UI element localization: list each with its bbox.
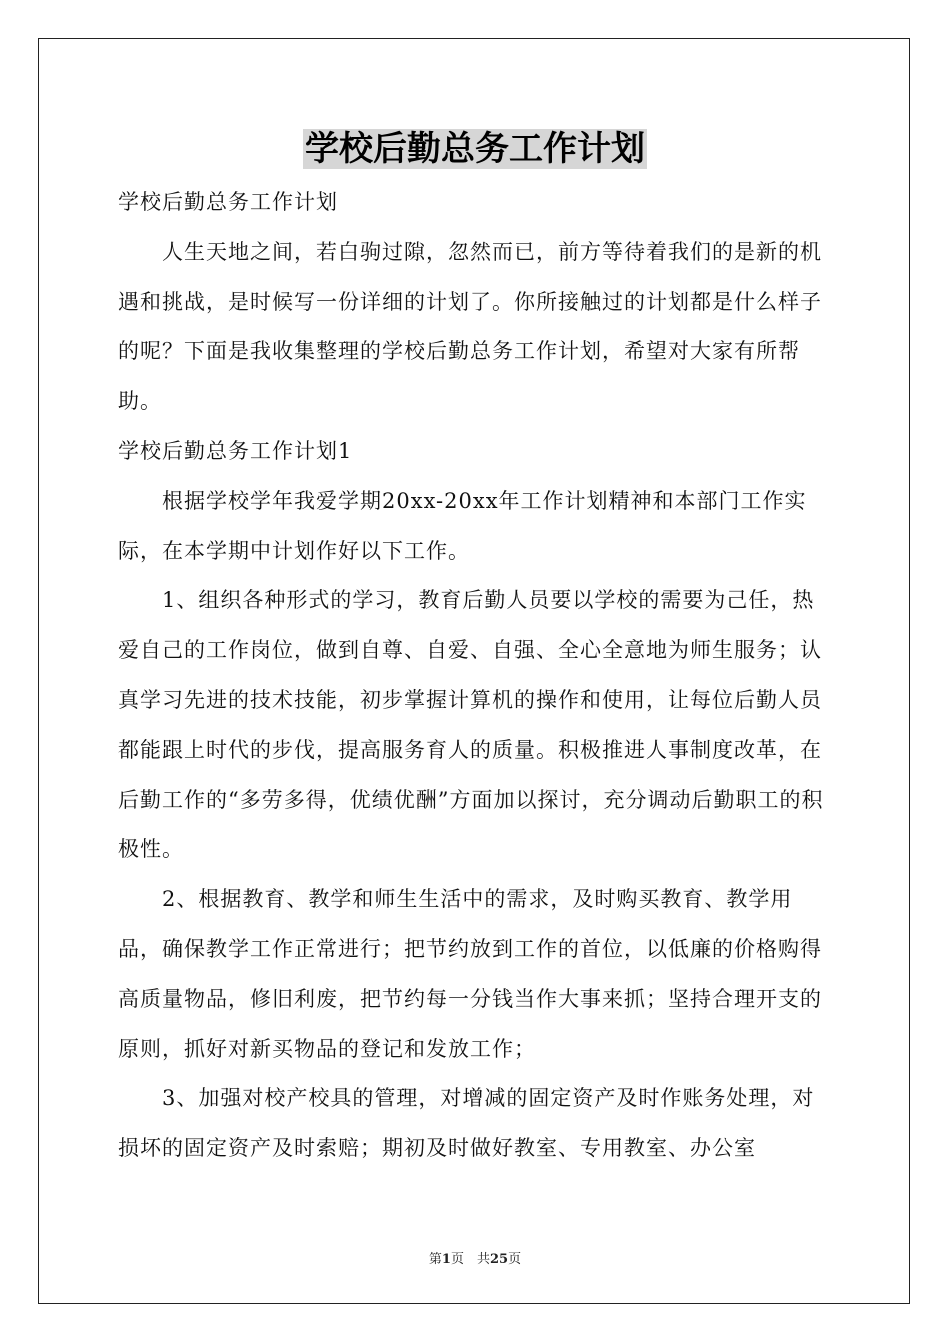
current-page-number: 1 (441, 1252, 451, 1267)
document-title-text: 学校后勤总务工作计划 (305, 129, 645, 169)
section-heading: 学校后勤总务工作计划1 (118, 438, 353, 463)
intro-paragraph: 人生天地之间，若白驹过隙，忽然而已，前方等待着我们的是新的机遇和挑战，是时候写一份详细的计划了。你所接触过的计划都是什么样子的呢？下面是我收集整理的学校后勤总务工作计划，希望对大家有所帮助。 (118, 239, 822, 414)
body-paragraph: 2、根据教育、教学和师生生活中的需求，及时购买教育、教学用品，确保教学工作正常进行；把节约放到工作的首位，以低廉的价格购得高质量物品，修旧利废，把节约每一分钱当作大事来抓；坚持合理开支的原则，抓好对新买物品的登记和发放工作； (118, 887, 822, 1061)
document-body (118, 178, 836, 1174)
total-page-count: 25 (489, 1252, 509, 1267)
footer-suffix: 页 (508, 1252, 522, 1267)
footer-middle: 页 共 (450, 1252, 490, 1267)
subtitle-line: 学校后勤总务工作计划 (118, 190, 338, 214)
page-footer (0, 1248, 950, 1267)
footer-prefix: 第 (428, 1252, 442, 1267)
document-title (0, 124, 950, 174)
body-paragraph: 1、组织各种形式的学习，教育后勤人员要以学校的需要为己任，热爱自己的工作岗位，做到自尊、自爱、自强、全心全意地为师生服务；认真学习先进的技术技能，初步掌握计算机的操作和使用，让每位后勤人员都能跟上时代的步伐，提高服务育人的质量。积极推进人事制度改革，在后勤工作的“多劳多得，优绩优酬”方面加以探讨，充分调动后勤职工的积极性。 (118, 588, 824, 862)
body-paragraph: 根据学校学年我爱学期20xx-20xx年工作计划精神和本部门工作实际，在本学期中计划作好以下工作。 (118, 488, 807, 563)
body-paragraph: 3、加强对校产校具的管理，对增减的固定资产及时作账务处理，对损坏的固定资产及时索赔；期初及时做好教室、专用教室、办公室 (118, 1086, 815, 1161)
